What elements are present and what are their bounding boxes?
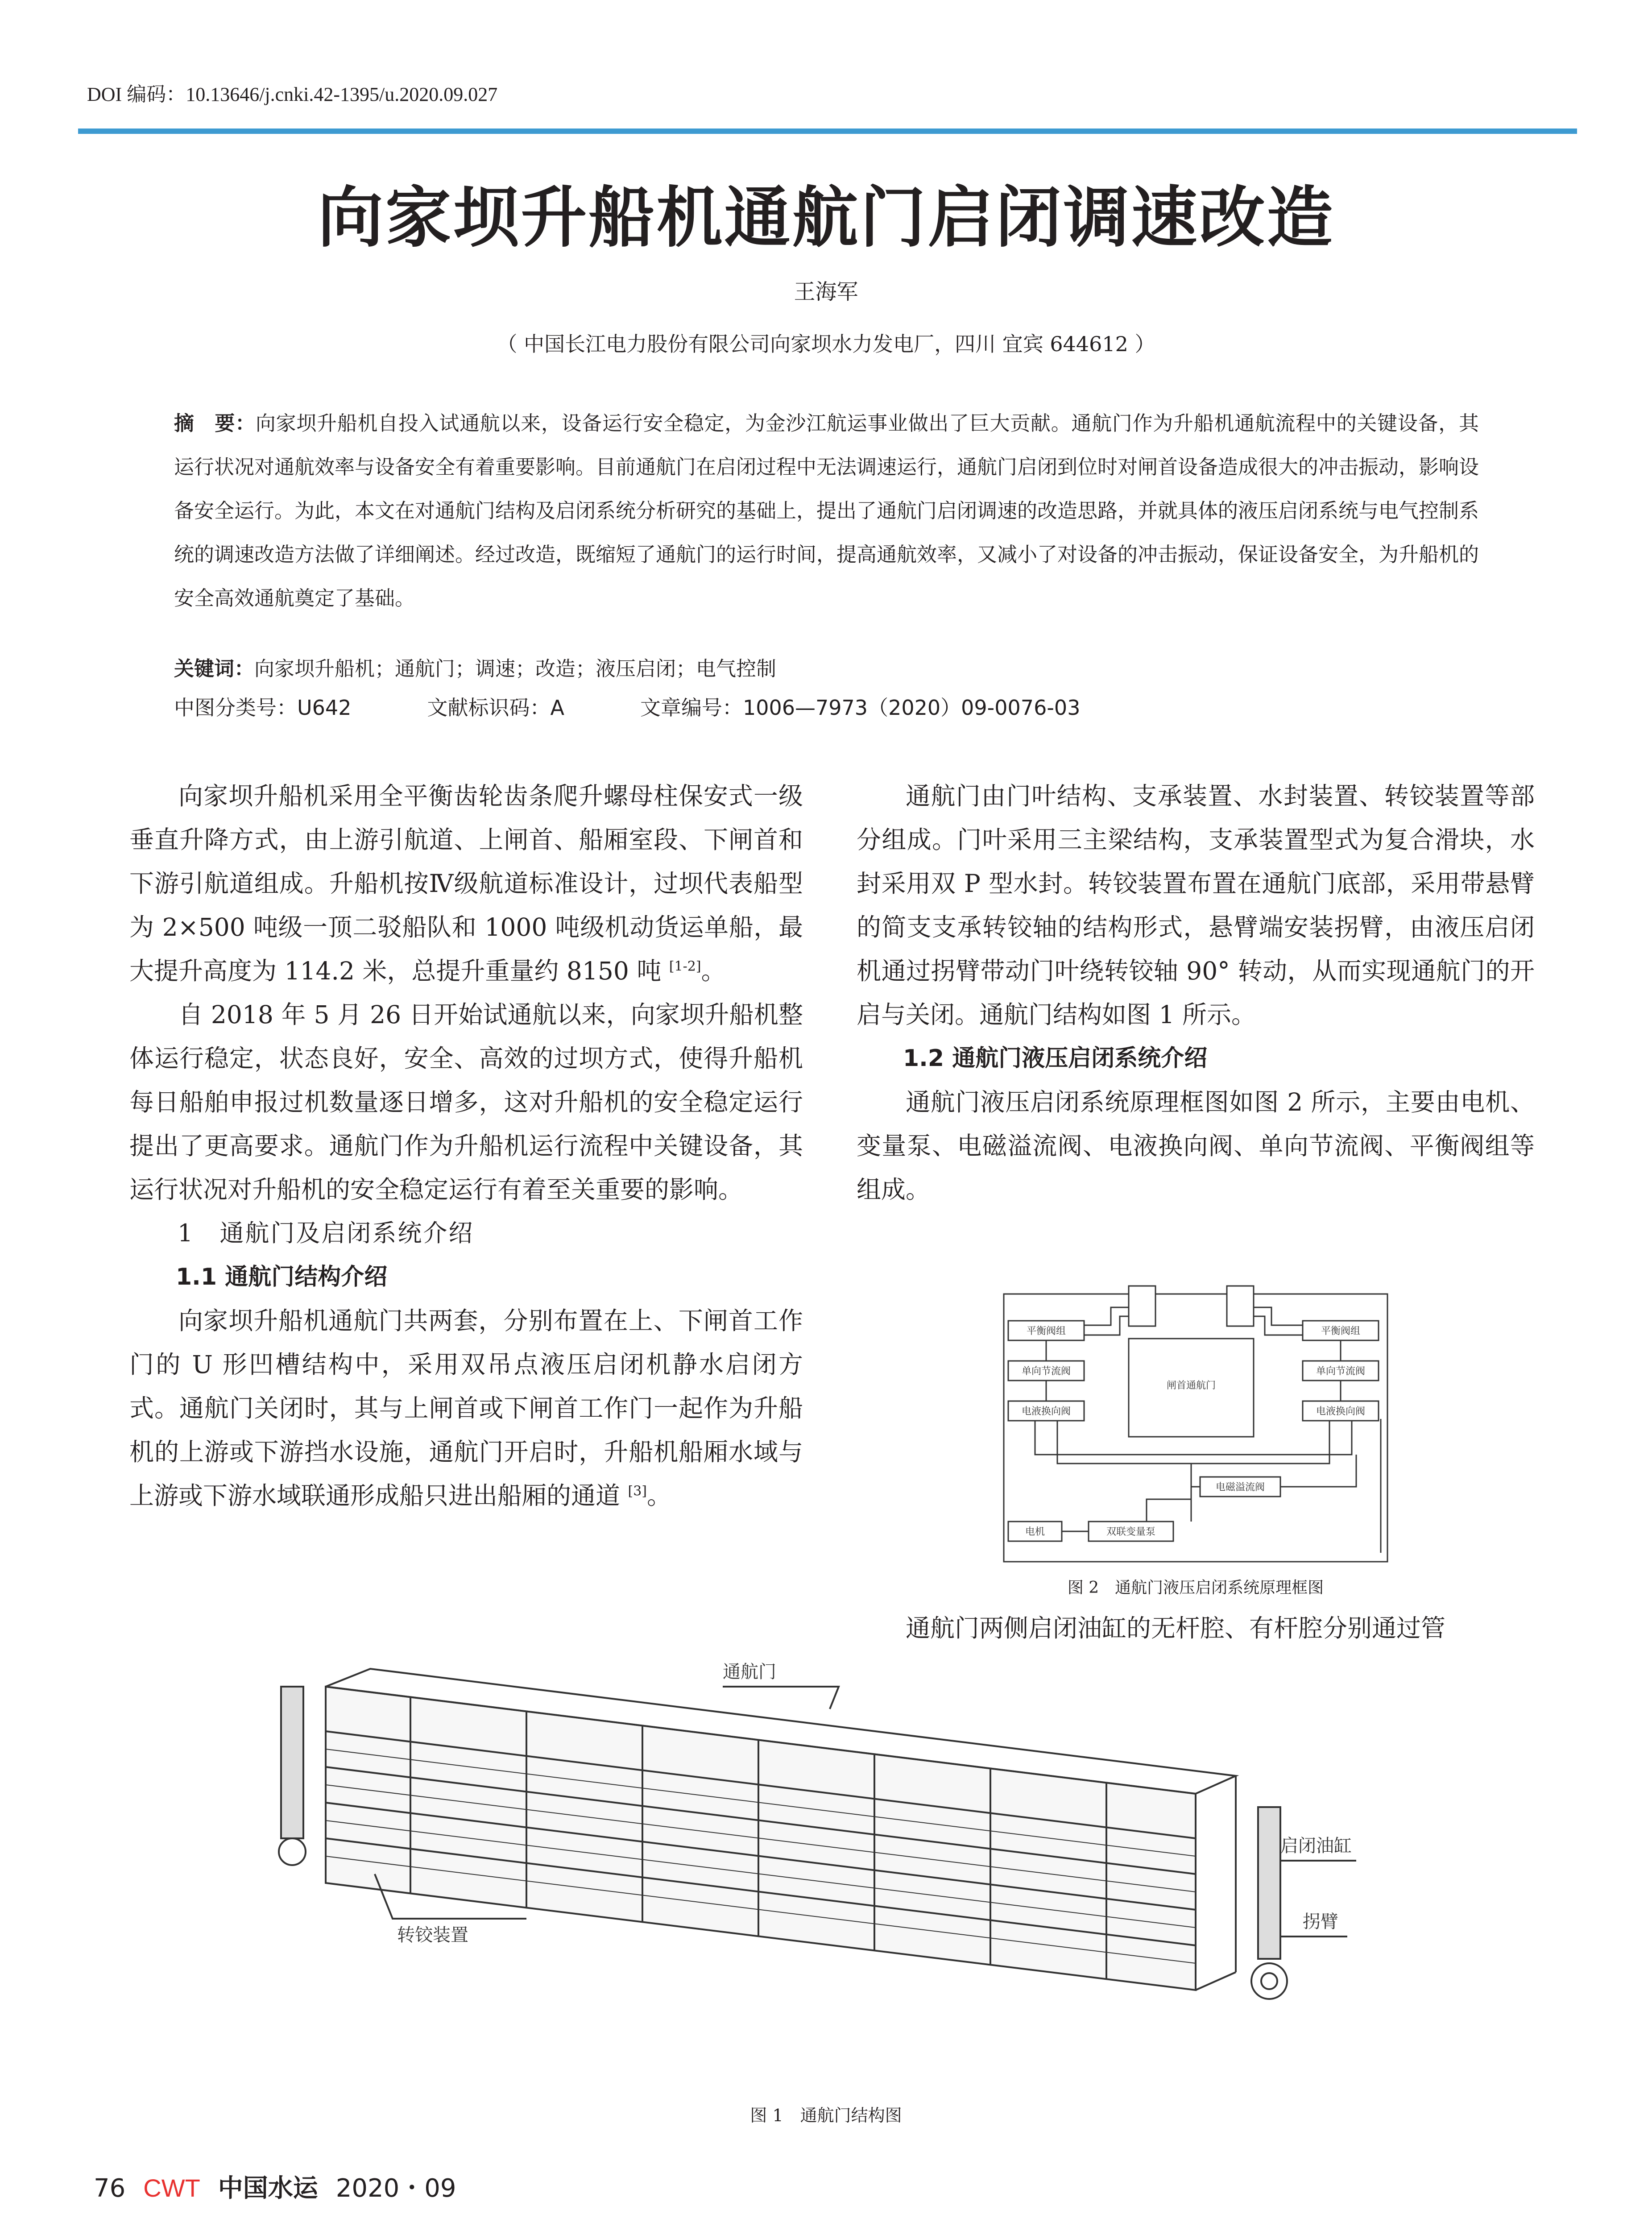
label-dir-right: 电液换向阀 (1316, 1406, 1366, 1417)
affiliation: （ 中国长江电力股份有限公司向家坝水力发电厂，四川 宜宾 644612 ） (497, 332, 1155, 356)
figure-1-drawing (277, 1660, 1356, 2061)
label-throttle-left: 单向节流阀 (1021, 1366, 1071, 1377)
reference: [1-2] (669, 958, 701, 975)
label-motor: 电机 (1025, 1526, 1045, 1538)
abstract-text: 向家坝升船机自投入试通航以来，设备运行安全稳定，为金沙江航运事业做出了巨大贡献。通航门作为升船机通航流程中的关键设备，其运行状况对通航效率与设备安全有着重要影响。目前通航门在启闭过程中无法调速运行，通航门启闭到位时对闸首设备造成很大的冲击振动，影响设备安全运行。为此，本文在对通航门结构及启闭系统分析研究的基础上，提出了通航门启闭调速的改造思路，并就具体的液压启闭系统与电气控制系统的调速改造方法做了详细阐述。经过改造，既缩短了通航门的运行时间，提高通航效率，又减小了对设备的冲击振动，保证设备安全，为升船机的安全高效通航奠定了基础。 (174, 411, 1479, 610)
label-dir-left: 电液换向阀 (1021, 1406, 1071, 1417)
label-hinge: 转铰装置 (397, 1925, 468, 1945)
paragraph: 通航门由门叶结构、支承装置、水封装置、转铰装置等部分组成。门叶采用三主梁结构，支承装置型式为复合滑块，水封采用双 P 型水封。转铰装置布置在通航门底部，采用带悬臂的简支支承转铰轴的结构形式，悬臂端安装拐臂，由液压启闭机通过拐臂带动门叶绕转铰轴 90° 转动，从而实现通航门的开启与关闭。通航门结构如图 1 所示。 (857, 782, 1535, 1029)
label-balance-right: 平衡阀组 (1321, 1326, 1361, 1337)
brand-logo: CWT (143, 2174, 200, 2202)
issue: 2020・09 (335, 2174, 456, 2203)
abstract (174, 402, 1479, 620)
label-gate: 闸首通航门 (1166, 1380, 1216, 1391)
label-cylinder: 启闭油缸 (1280, 1836, 1352, 1856)
classification-row (174, 692, 1479, 721)
label-pump: 双联变量泵 (1106, 1526, 1156, 1538)
subsection-heading: 1.2 通航门液压启闭系统介绍 (903, 1045, 1208, 1072)
article-title: 向家坝升船机通航门启闭调速改造 (317, 179, 1335, 256)
paragraph-end: 。 (647, 1481, 672, 1510)
paragraph-text: 向家坝升船机采用全平衡齿轮齿条爬升螺母柱保安式一级垂直升降方式，由上游引航道、上闸首、船厢室段、下闸首和下游引航道组成。升船机按Ⅳ级航道标准设计，过坝代表船型为 2×500 吨级一顶二驳船队和 1000 吨级机动货运单船，最大提升高度为 114.2 米，总提升重量约 8150 吨 (129, 782, 803, 985)
doc-code: 文献标识码：A (427, 696, 564, 720)
paragraph (129, 1299, 803, 1518)
keywords-text: 向家坝升船机；通航门；调速；改造；液压启闭；电气控制 (254, 657, 777, 680)
label-crank: 拐臂 (1303, 1912, 1338, 1932)
right-column (857, 774, 1535, 1211)
paragraph-text: 向家坝升船机通航门共两套，分别布置在上、下闸首工作门的 U 形凹槽结构中，采用双吊点液压启闭机静水启闭方式。通航门关闭时，其与上闸首或下闸首工作门一起作为升船机的上游或下游挡水设施，通航门开启时，升船机船厢水域与上游或下游水域联通形成船只进出船厢的通道 (129, 1306, 803, 1510)
label-gate: 通航门 (723, 1662, 776, 1682)
paragraph (129, 774, 803, 993)
author: 王海军 (794, 279, 858, 304)
figure-2-diagram (999, 1285, 1392, 1571)
left-column (129, 774, 803, 1518)
label-relief: 电磁溢流阀 (1215, 1482, 1265, 1493)
abstract-label: 摘 要： (174, 411, 256, 435)
paragraph: 通航门两侧启闭油缸的无杆腔、有杆腔分别通过管 (906, 1614, 1446, 1642)
keywords-label: 关键词： (174, 657, 255, 680)
subsection-heading: 1.1 通航门结构介绍 (176, 1264, 388, 1290)
figure-2-caption: 图 2 通航门液压启闭系统原理框图 (1067, 1579, 1324, 1597)
keywords (174, 647, 1479, 691)
page-footer (94, 2169, 456, 2204)
page-number: 76 (94, 2174, 126, 2203)
reference: [3] (628, 1483, 647, 1499)
header-rule (78, 129, 1577, 134)
figure-1-caption: 图 1 通航门结构图 (750, 2106, 902, 2125)
paragraph-end: 。 (701, 957, 726, 985)
article-number: 文章编号：1006—7973（2020）09-0076-03 (640, 696, 1081, 720)
magazine-name: 中国水运 (218, 2174, 318, 2203)
label-throttle-right: 单向节流阀 (1316, 1366, 1366, 1377)
paragraph: 通航门液压启闭系统原理框图如图 2 所示，主要由电机、变量泵、电磁溢流阀、电液换向阀、单向节流阀、平衡阀组等组成。 (857, 1088, 1535, 1204)
doi-line: DOI 编码：10.13646/j.cnki.42-1395/u.2020.09.027 (87, 83, 498, 105)
paragraph: 自 2018 年 5 月 26 日开始试通航以来，向家坝升船机整体运行稳定，状态良好，安全、高效的过坝方式，使得升船机每日船舶申报过机数量逐日增多，这对升船机的安全稳定运行提出了更高要求。通航门作为升船机运行流程中关键设备，其运行状况对升船机的安全稳定运行有着至关重要的影响。 (129, 1000, 803, 1204)
label-balance-left: 平衡阀组 (1026, 1326, 1066, 1337)
clc-number: 中图分类号：U642 (174, 696, 352, 720)
section-heading: 1 通航门及启闭系统介绍 (178, 1219, 474, 1247)
